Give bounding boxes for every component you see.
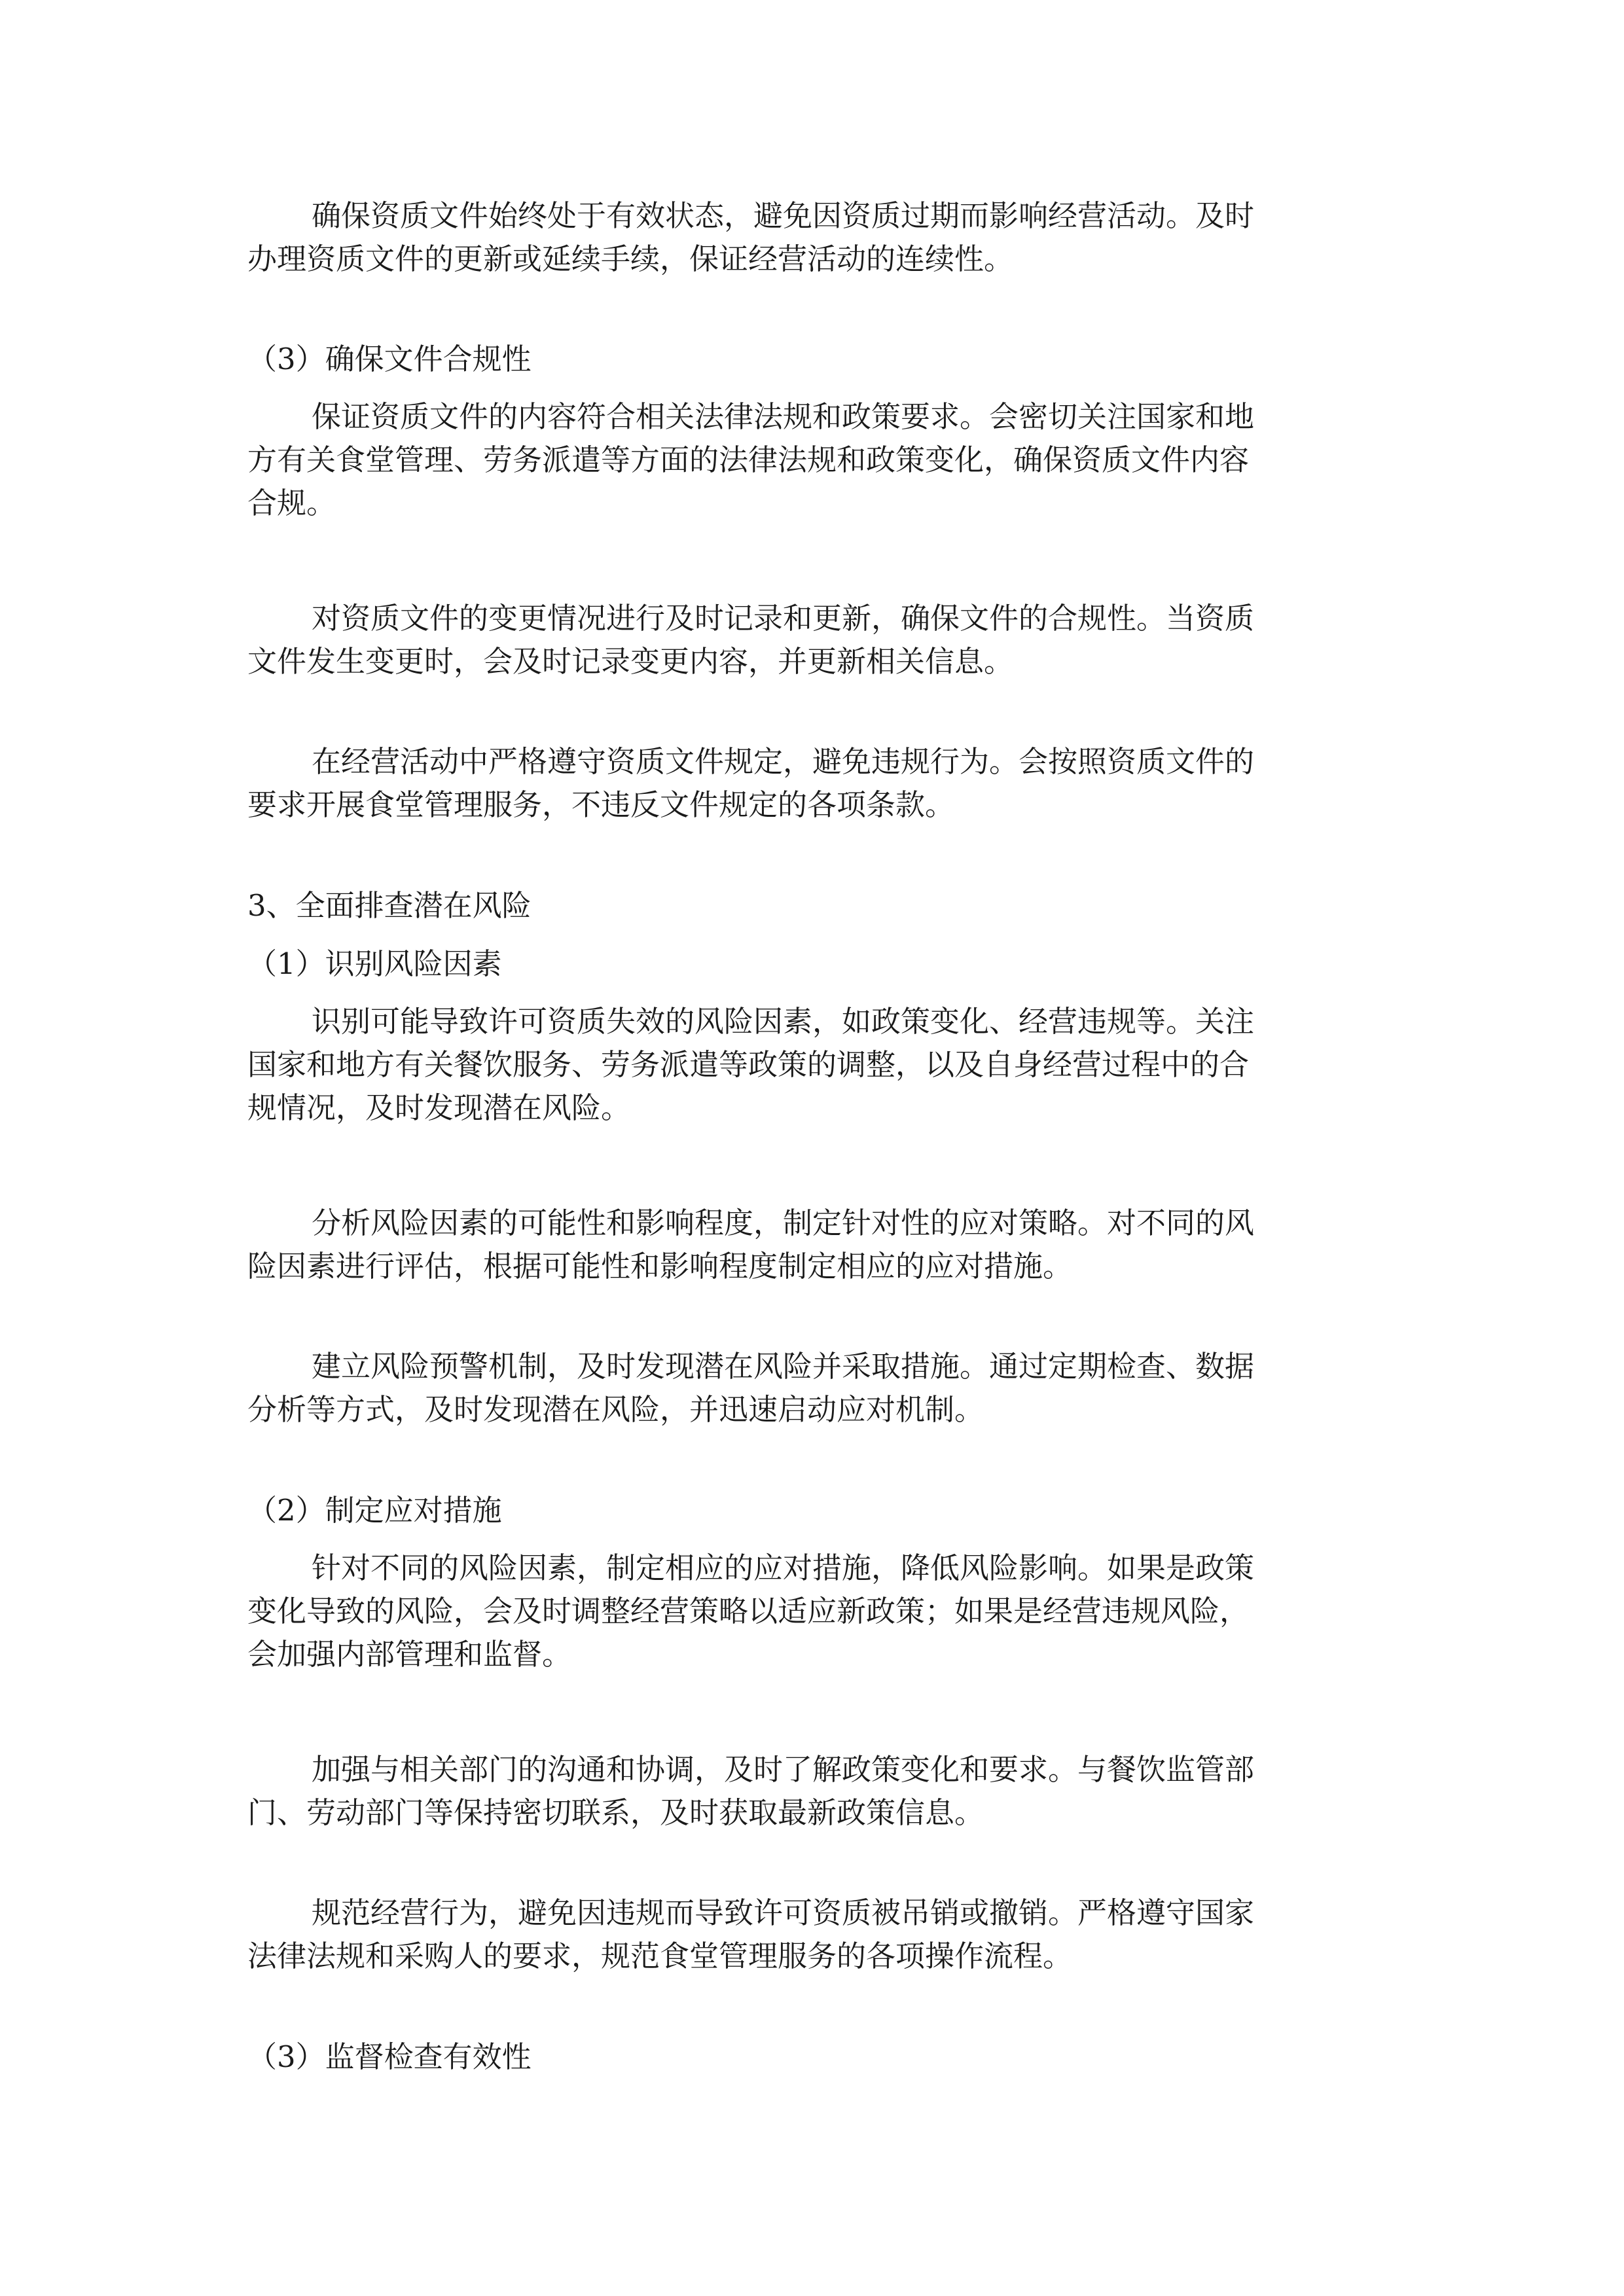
text-line: 办理资质文件的更新或延续手续，保证经营活动的连续性。 [247, 242, 1014, 276]
text-line: 方有关食堂管理、劳务派遣等方面的法律法规和政策变化，确保资质文件内容 [247, 442, 1250, 477]
text-line: 规情况，及时发现潜在风险。 [247, 1090, 631, 1125]
paragraph-content-compliance [247, 395, 1386, 525]
subheading-supervision [247, 2036, 1386, 2079]
subheading-text: （2）制定应对措施 [247, 1493, 502, 1528]
paragraph-response-measures [247, 1547, 1386, 1676]
paragraph-qualification-validity [247, 194, 1386, 281]
text-line: 险因素进行评估，根据可能性和影响程度制定相应的应对措施。 [247, 1249, 1073, 1283]
subheading-text: （1）识别风险因素 [247, 946, 502, 981]
subheading-response-measures [247, 1489, 1386, 1532]
text-line: 合规。 [247, 486, 336, 520]
paragraph-analyze-risk [247, 1202, 1386, 1288]
text-line: 分析风险因素的可能性和影响程度，制定针对性的应对策略。对不同的风 [312, 1206, 1255, 1240]
text-line: 在经营活动中严格遵守资质文件规定，避免违规行为。会按照资质文件的 [312, 744, 1255, 779]
text-line: 国家和地方有关餐饮服务、劳务派遣等政策的调整，以及自身经营过程中的合 [247, 1047, 1250, 1082]
text-line: 确保资质文件始终处于有效状态，避免因资质过期而影响经营活动。及时 [312, 198, 1255, 233]
text-line: 识别可能导致许可资质失效的风险因素，如政策变化、经营违规等。关注 [312, 1004, 1255, 1039]
text-line: 文件发生变更时，会及时记录变更内容，并更新相关信息。 [247, 644, 1014, 679]
section-heading-risk-check [247, 884, 1386, 927]
text-line: 门、劳动部门等保持密切联系，及时获取最新政策信息。 [247, 1795, 984, 1830]
text-line: 对资质文件的变更情况进行及时记录和更新，确保文件的合规性。当资质 [312, 601, 1255, 636]
text-line: 变化导致的风险，会及时调整经营策略以适应新政策；如果是经营违规风险， [247, 1594, 1250, 1628]
text-line: 建立风险预警机制，及时发现潜在风险并采取措施。通过定期检查、数据 [312, 1349, 1255, 1384]
text-line: 法律法规和采购人的要求，规范食堂管理服务的各项操作流程。 [247, 1939, 1073, 1973]
subheading-ensure-compliance [247, 338, 1386, 381]
text-line: 要求开展食堂管理服务，不违反文件规定的各项条款。 [247, 787, 955, 822]
text-line: 保证资质文件的内容符合相关法律法规和政策要求。会密切关注国家和地 [312, 399, 1255, 434]
text-line: 针对不同的风险因素，制定相应的应对措施，降低风险影响。如果是政策 [312, 1551, 1255, 1585]
subheading-text: （3）确保文件合规性 [247, 342, 532, 376]
paragraph-standardize-operations [247, 1892, 1386, 1978]
paragraph-identify-risk-factors [247, 1000, 1386, 1130]
text-line: 规范经营行为，避免因违规而导致许可资质被吊销或撤销。严格遵守国家 [312, 1895, 1255, 1930]
section-heading-text: 3、全面排查潜在风险 [247, 888, 532, 923]
paragraph-risk-warning [247, 1345, 1386, 1431]
subheading-identify-risk [247, 942, 1386, 986]
paragraph-strict-adherence [247, 740, 1386, 827]
paragraph-change-records [247, 597, 1386, 683]
subheading-text: （3）监督检查有效性 [247, 2039, 532, 2074]
text-line: 加强与相关部门的沟通和协调，及时了解政策变化和要求。与餐饮监管部 [312, 1752, 1255, 1787]
text-line: 会加强内部管理和监督。 [247, 1637, 572, 1672]
text-line: 分析等方式，及时发现潜在风险，并迅速启动应对机制。 [247, 1392, 984, 1427]
paragraph-communication [247, 1748, 1386, 1835]
